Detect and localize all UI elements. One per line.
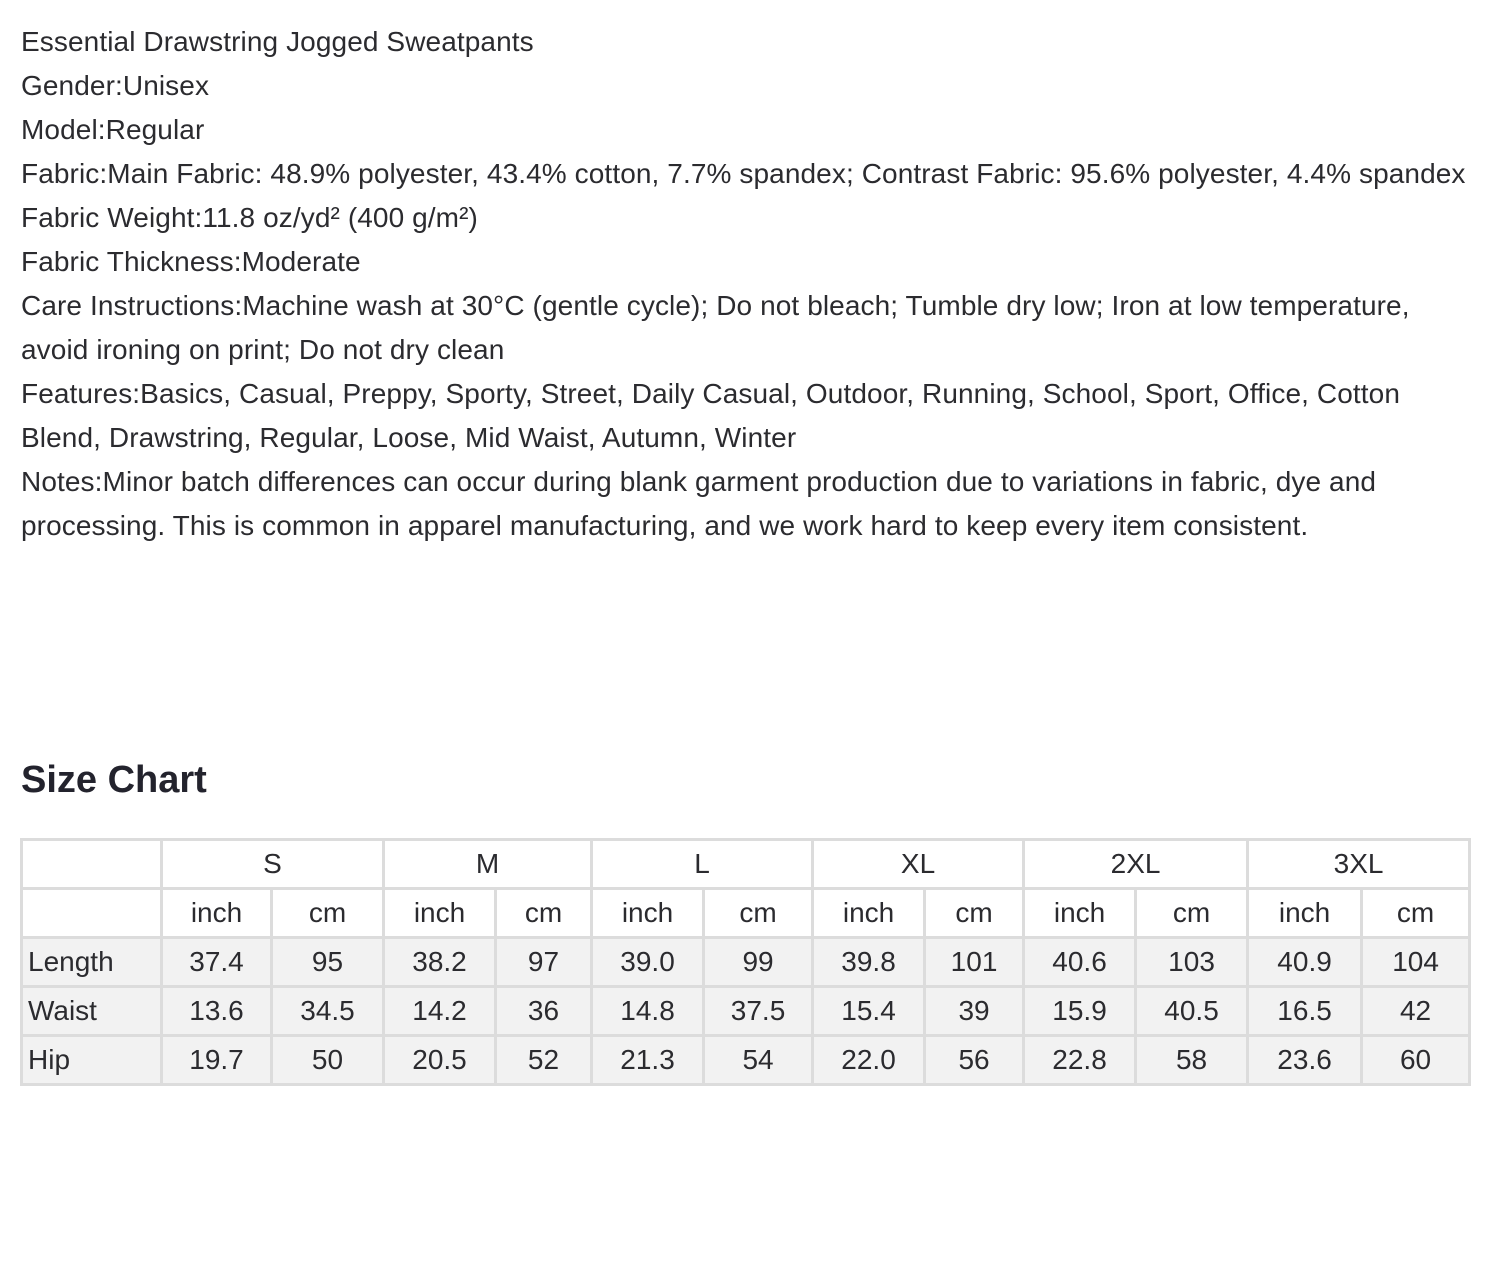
corner-cell [22, 840, 162, 889]
table-cell: 40.5 [1136, 987, 1248, 1036]
size-header-2xl: 2XL [1024, 840, 1248, 889]
table-cell: 52 [496, 1036, 592, 1085]
table-cell: 60 [1362, 1036, 1470, 1085]
table-cell: 36 [496, 987, 592, 1036]
table-cell: 50 [272, 1036, 384, 1085]
table-cell: 39.0 [592, 938, 704, 987]
table-row-length [22, 938, 1470, 987]
table-cell: 56 [925, 1036, 1024, 1085]
table-cell: 13.6 [162, 987, 272, 1036]
size-chart-title: Size Chart [21, 759, 207, 801]
table-row-hip [22, 1036, 1470, 1085]
table-cell: 15.9 [1024, 987, 1136, 1036]
table-cell: 39 [925, 987, 1024, 1036]
table-cell: 104 [1362, 938, 1470, 987]
table-cell: 40.9 [1248, 938, 1362, 987]
unit-header-cell: cm [1362, 889, 1470, 938]
table-cell: 34.5 [272, 987, 384, 1036]
table-cell: 15.4 [813, 987, 925, 1036]
fabric-line: Fabric:Main Fabric: 48.9% polyester, 43.4% cotton, 7.7% spandex; Contrast Fabric: 95.6% polyester, 4.4% spandex [21, 158, 1466, 189]
unit-header-cell: inch [384, 889, 496, 938]
table-cell: 95 [272, 938, 384, 987]
row-label: Length [22, 938, 162, 987]
unit-header-cell: cm [704, 889, 813, 938]
table-cell: 19.7 [162, 1036, 272, 1085]
table-cell: 42 [1362, 987, 1470, 1036]
row-label: Waist [22, 987, 162, 1036]
unit-header-cell: cm [496, 889, 592, 938]
table-cell: 20.5 [384, 1036, 496, 1085]
unit-header-cell: inch [162, 889, 272, 938]
table-cell: 103 [1136, 938, 1248, 987]
table-cell: 23.6 [1248, 1036, 1362, 1085]
table-cell: 14.8 [592, 987, 704, 1036]
size-header-3xl: 3XL [1248, 840, 1470, 889]
table-cell: 99 [704, 938, 813, 987]
table-cell: 22.8 [1024, 1036, 1136, 1085]
fabric-weight-line: Fabric Weight:11.8 oz/yd² (400 g/m²) [21, 202, 478, 233]
unit-header-cell: inch [1024, 889, 1136, 938]
unit-header-cell: cm [1136, 889, 1248, 938]
size-header-l: L [592, 840, 813, 889]
unit-header-cell: inch [592, 889, 704, 938]
table-cell: 101 [925, 938, 1024, 987]
table-cell: 38.2 [384, 938, 496, 987]
fabric-thickness-line: Fabric Thickness:Moderate [21, 246, 361, 277]
table-cell: 21.3 [592, 1036, 704, 1085]
row-label: Hip [22, 1036, 162, 1085]
corner-cell [22, 889, 162, 938]
gender-line: Gender:Unisex [21, 70, 210, 101]
table-cell: 39.8 [813, 938, 925, 987]
table-cell: 37.5 [704, 987, 813, 1036]
unit-header-cell: inch [813, 889, 925, 938]
features-line: Features:Basics, Casual, Preppy, Sporty, Street, Daily Casual, Outdoor, Running, School, Sport, Office, Cotton Blend, Drawstring, Regular, Loose, Mid Waist, Autumn, Winter [21, 378, 1400, 453]
product-description [21, 20, 1471, 548]
size-chart-table [20, 838, 1471, 1086]
size-header-m: M [384, 840, 592, 889]
product-title: Essential Drawstring Jogged Sweatpants [21, 26, 534, 57]
unit-header-cell: inch [1248, 889, 1362, 938]
size-header-row [22, 840, 1470, 889]
table-row-waist [22, 987, 1470, 1036]
notes-line: Notes:Minor batch differences can occur during blank garment production due to variations in fabric, dye and processing. This is common in apparel manufacturing, and we work hard to keep every item consistent. [21, 466, 1377, 541]
table-cell: 40.6 [1024, 938, 1136, 987]
table-cell: 58 [1136, 1036, 1248, 1085]
unit-header-row [22, 889, 1470, 938]
table-cell: 54 [704, 1036, 813, 1085]
care-instructions-line: Care Instructions:Machine wash at 30°C (gentle cycle); Do not bleach; Tumble dry low; Iron at low temperature, avoid ironing on print; Do not dry clean [21, 290, 1410, 365]
table-cell: 97 [496, 938, 592, 987]
table-cell: 22.0 [813, 1036, 925, 1085]
size-header-xl: XL [813, 840, 1024, 889]
model-line: Model:Regular [21, 114, 205, 145]
unit-header-cell: cm [925, 889, 1024, 938]
table-cell: 16.5 [1248, 987, 1362, 1036]
table-cell: 37.4 [162, 938, 272, 987]
unit-header-cell: cm [272, 889, 384, 938]
table-cell: 14.2 [384, 987, 496, 1036]
size-header-s: S [162, 840, 384, 889]
